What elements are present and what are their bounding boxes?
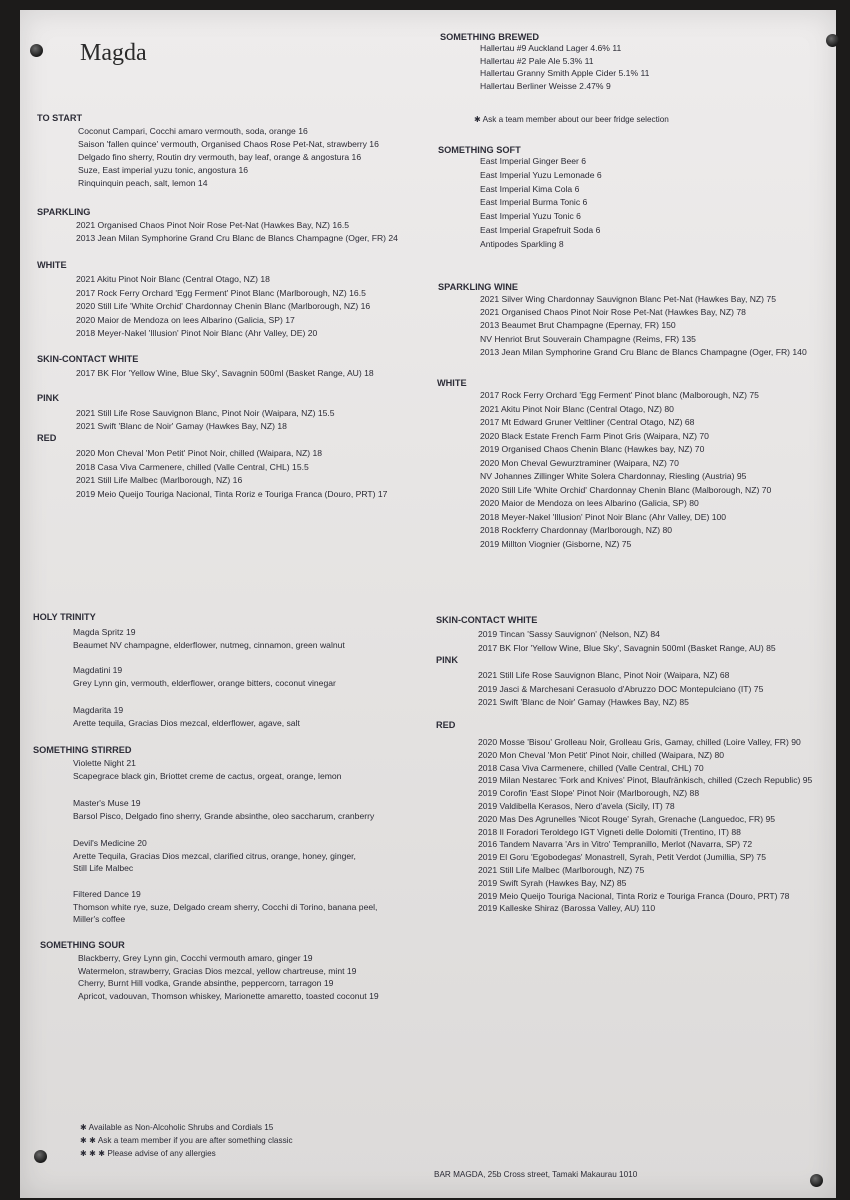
menu-item: Coconut Campari, Cocchi amaro vermouth, soda, orange 16 [78,126,308,136]
menu-item: 2018 Rockferry Chardonnay (Marlborough, NZ) 80 [480,525,673,535]
menu-item: 2019 Millton Viognier (Gisborne, NZ) 75 [480,538,632,549]
section-heading: RED [37,433,57,443]
cocktail-desc: Arette Tequila, Gracias Dios mezcal, clarified citrus, orange, honey, ginger, [73,851,356,861]
section-heading: SPARKLING WINE [438,282,518,292]
menu-item: 2019 Meio Queijo Touriga Nacional, Tinta Roriz e Touriga Franca (Douro, PRT) 17 [76,488,388,499]
cocktail-name: Magda Spritz 19 [73,627,136,637]
pin-icon [826,34,839,47]
menu-item: 2021 Akitu Pinot Noir Blanc (Central Otago, NZ) 80 [480,403,674,414]
menu-item: 2020 Maior de Mendoza on lees Albarino (Galicia, SP) 80 [480,498,699,508]
section-heading: SOMETHING BREWED [440,32,540,42]
menu-item: 2019 Tincan 'Sassy Sauvignon' (Nelson, NZ) 84 [478,629,660,639]
footnote: ✱ ✱ Ask a team member if you are after something classic [80,1136,293,1145]
menu-item: NV Henriot Brut Souverain Champagne (Reims, FR) 135 [480,333,696,344]
menu-item: 2016 Tandem Navarra 'Ars in Vitro' Tempranillo, Merlot (Navarra, SP) 72 [478,839,753,850]
menu-item: Hallertau #9 Auckland Lager 4.6% 11 [480,43,622,53]
menu-item: 2020 Black Estate French Farm Pinot Gris (Waipara, NZ) 70 [480,430,709,441]
menu-item: 2019 Organised Chaos Chenin Blanc (Hawkes bay, NZ) 70 [480,444,705,454]
menu-title: Magda [80,40,147,66]
menu-item: Antipodes Sparkling 8 [480,238,564,249]
menu-item: 2021 Silver Wing Chardonnay Sauvignon Blanc Pet-Nat (Hawkes Bay, NZ) 75 [480,294,776,304]
cocktail-name: Filtered Dance 19 [73,889,141,899]
section-heading: SOMETHING STIRRED [33,745,132,755]
menu-item: 2020 Still Life 'White Orchid' Chardonnay Chenin Blanc (Malborough, NZ) 70 [480,484,772,495]
footnote: ✱ Available as Non-Alcoholic Shrubs and Cordials 15 [80,1123,274,1132]
menu-item: East Imperial Yuzu Lemonade 6 [480,169,602,180]
menu-item: 2020 Mosse 'Bisou' Grolleau Noir, Grolleau Gris, Gamay, chilled (Loire Valley, FR) 90 [478,737,801,747]
menu-item: 2019 El Goru 'Egobodegas' Monastrell, Syrah, Petit Verdot (Jumillia, SP) 75 [478,852,766,863]
section-heading: SOMETHING SOUR [40,940,125,950]
menu-item: 2020 Mon Cheval 'Mon Petit' Pinot Noir, chilled (Waipara, NZ) 18 [76,448,323,458]
menu-item: 2019 Jasci & Marchesani Cerasuolo d'Abruzzo DOC Montepulciano (IT) 75 [478,683,764,694]
pin-icon [810,1174,823,1187]
menu-item: East Imperial Ginger Beer 6 [480,156,587,166]
menu-item: 2017 Rock Ferry Orchard 'Egg Ferment' Pinot Blanc (Marlborough, NZ) 16.5 [76,287,366,298]
beer-fridge-note: ✱ Ask a team member about our beer fridge selection [474,115,669,124]
section-heading: SKIN-CONTACT WHITE [37,354,139,364]
cocktail-desc: Beaumet NV champagne, elderflower, nutmeg, cinnamon, green walnut [73,640,345,650]
menu-item: 2021 Still Life Rose Sauvignon Blanc, Pinot Noir (Waipara, NZ) 68 [478,670,730,680]
menu-item: 2021 Organised Chaos Pinot Noir Rose Pet-Nat (Hawkes Bay, NZ) 78 [480,307,746,318]
menu-item: Saison 'fallen quince' vermouth, Organised Chaos Rose Pet-Nat, strawberry 16 [78,139,379,149]
cocktail-name: Magdatini 19 [73,665,123,675]
footnote: ✱ ✱ ✱ Please advise of any allergies [80,1149,216,1158]
menu-item: NV Johannes Zillinger White Solera Chardonnay, Riesling (Austria) 95 [480,471,747,481]
menu-item: 2013 Jean Milan Symphorine Grand Cru Blanc de Blancs Champagne (Oger, FR) 24 [76,233,398,243]
cocktail-name: Violette Night 21 [73,758,136,768]
menu-item: Blackberry, Grey Lynn gin, Cocchi vermouth amaro, ginger 19 [78,953,313,963]
menu-item: 2017 Mt Edward Gruner Veltliner (Central Otago, NZ) 68 [480,417,695,427]
menu-item: 2019 Valdibella Kerasos, Nero d'avela (Sicily, IT) 78 [478,801,675,811]
menu-item: Apricot, vadouvan, Thomson whiskey, Marionette amaretto, toasted coconut 19 [78,990,379,1001]
menu-item: 2021 Swift 'Blanc de Noir' Gamay (Hawkes Bay, NZ) 18 [76,421,287,431]
menu-item: 2019 Milan Nestarec 'Fork and Knives' Pinot, Blaufränkisch, chilled (Czech Republic) 95 [478,775,813,786]
pin-icon [30,44,43,57]
section-heading: RED [436,720,456,730]
section-heading: SKIN-CONTACT WHITE [436,615,538,625]
menu-item: Hallertau Berliner Weisse 2.47% 9 [480,80,611,91]
cocktail-desc: Still Life Malbec [73,863,134,873]
menu-item: 2017 Rock Ferry Orchard 'Egg Ferment' Pinot blanc (Malborough, NZ) 75 [480,390,759,400]
section-heading: PINK [436,655,458,665]
menu-item: 2018 Meyer-Nakel 'Illusion' Pinot Noir Blanc (Ahr Valley, DE) 100 [480,511,727,522]
section-heading: PINK [37,393,59,403]
cocktail-desc: Scapegrace black gin, Briottet creme de cactus, orgeat, orange, lemon [73,771,342,781]
menu-item: Watermelon, strawberry, Gracias Dios mezcal, yellow chartreuse, mint 19 [78,965,357,976]
menu-item: 2020 Maior de Mendoza on lees Albarino (Galicia, SP) 17 [76,314,295,325]
section-heading: SOMETHING SOFT [438,145,521,155]
menu-item: 2018 Casa Viva Carmenere, chilled (Valle Central, CHL) 15.5 [76,461,309,472]
menu-item: 2020 Mon Cheval 'Mon Petit' Pinot Noir, chilled (Waipara, NZ) 80 [478,749,725,760]
menu-item: 2021 Swift 'Blanc de Noir' Gamay (Hawkes Bay, NZ) 85 [478,697,689,707]
section-heading: WHITE [437,378,467,388]
menu-item: Hallertau Granny Smith Apple Cider 5.1% 11 [480,68,650,78]
menu-item: 2018 Casa Viva Carmenere, chilled (Valle Central, CHL) 70 [478,762,704,773]
menu-item: East Imperial Yuzu Tonic 6 [480,211,581,222]
cocktail-name: Master's Muse 19 [73,798,141,808]
menu-item: 2018 Il Foradori Teroldego IGT Vigneti delle Dolomiti (Trentino, IT) 88 [478,826,741,837]
cocktail-desc: Barsol Pisco, Delgado fino sherry, Grande absinthe, oleo saccharum, cranberry [73,811,375,821]
menu-item: 2021 Still Life Rose Sauvignon Blanc, Pinot Noir (Waipara, NZ) 15.5 [76,408,335,418]
cocktail-desc: Thomson white rye, suze, Delgado cream sherry, Cocchi di Torino, banana peel, [73,902,378,912]
menu-item: Delgado fino sherry, Routin dry vermouth, bay leaf, orange & angostura 16 [78,152,362,162]
menu-item: Cherry, Burnt Hill vodka, Grande absinthe, peppercorn, tarragon 19 [78,978,334,988]
menu-item: 2021 Still Life Malbec (Marlborough, NZ) 16 [76,475,243,485]
footer-address: BAR MAGDA, 25b Cross street, Tamaki Makaurau 1010 [434,1170,638,1179]
menu-item: 2013 Jean Milan Symphorine Grand Cru Blanc de Blancs Champagne (Oger, FR) 140 [480,346,807,357]
menu-item: 2019 Corofin 'East Slope' Pinot Noir (Marlborough, NZ) 88 [478,788,700,799]
menu-item: 2018 Meyer-Nakel 'Illusion' Pinot Noir Blanc (Ahr Valley, DE) 20 [76,328,318,338]
menu-item: Rinquinquin peach, salt, lemon 14 [78,178,208,188]
menu-item: East Imperial Grapefruit Soda 6 [480,225,601,235]
section-heading: SPARKLING [37,207,91,217]
menu-item: 2021 Akitu Pinot Noir Blanc (Central Otago, NZ) 18 [76,274,270,284]
cocktail-name: Devil's Medicine 20 [73,838,147,848]
menu-item: Suze, East imperial yuzu tonic, angostura 16 [78,165,249,175]
cocktail-name: Magdarita 19 [73,705,124,715]
section-heading: WHITE [37,260,67,270]
menu-item: East Imperial Kima Cola 6 [480,183,580,194]
menu-item: 2019 Kalleske Shiraz (Barossa Valley, AU) 110 [478,903,656,914]
cocktail-desc: Grey Lynn gin, vermouth, elderflower, orange bitters, coconut vinegar [73,678,336,688]
menu-item: 2020 Mas Des Agrunelles 'Nicot Rouge' Syrah, Grenache (Languedoc, FR) 95 [478,813,776,824]
menu-item: 2017 BK Flor 'Yellow Wine, Blue Sky', Savagnin 500ml (Basket Range, AU) 18 [76,368,374,378]
menu-item: 2019 Swift Syrah (Hawkes Bay, NZ) 85 [478,877,627,888]
menu-item: 2021 Still Life Malbec (Marlborough, NZ) 75 [478,865,645,875]
cocktail-desc: Miller's coffee [73,914,126,924]
menu-item: 2019 Meio Queijo Touriga Nacional, Tinta Roriz e Touriga Franca (Douro, PRT) 78 [478,890,790,901]
menu-item: 2017 BK Flor 'Yellow Wine, Blue Sky', Savagnin 500ml (Basket Range, AU) 85 [478,642,776,653]
menu-item: 2013 Beaumet Brut Champagne (Epernay, FR) 150 [480,320,676,331]
pin-icon [34,1150,47,1163]
section-heading: HOLY TRINITY [33,612,96,622]
menu-item: East Imperial Burma Tonic 6 [480,197,588,208]
section-heading: TO START [37,113,83,123]
menu-item: 2020 Still Life 'White Orchid' Chardonnay Chenin Blanc (Marlborough, NZ) 16 [76,301,371,311]
menu-item: 2021 Organised Chaos Pinot Noir Rose Pet-Nat (Hawkes Bay, NZ) 16.5 [76,220,350,230]
menu-item: Hallertau #2 Pale Ale 5.3% 11 [480,55,594,66]
cocktail-desc: Arette tequila, Gracias Dios mezcal, elderflower, agave, salt [73,718,300,728]
menu-item: 2020 Mon Cheval Gewurztraminer (Waipara, NZ) 70 [480,457,679,468]
